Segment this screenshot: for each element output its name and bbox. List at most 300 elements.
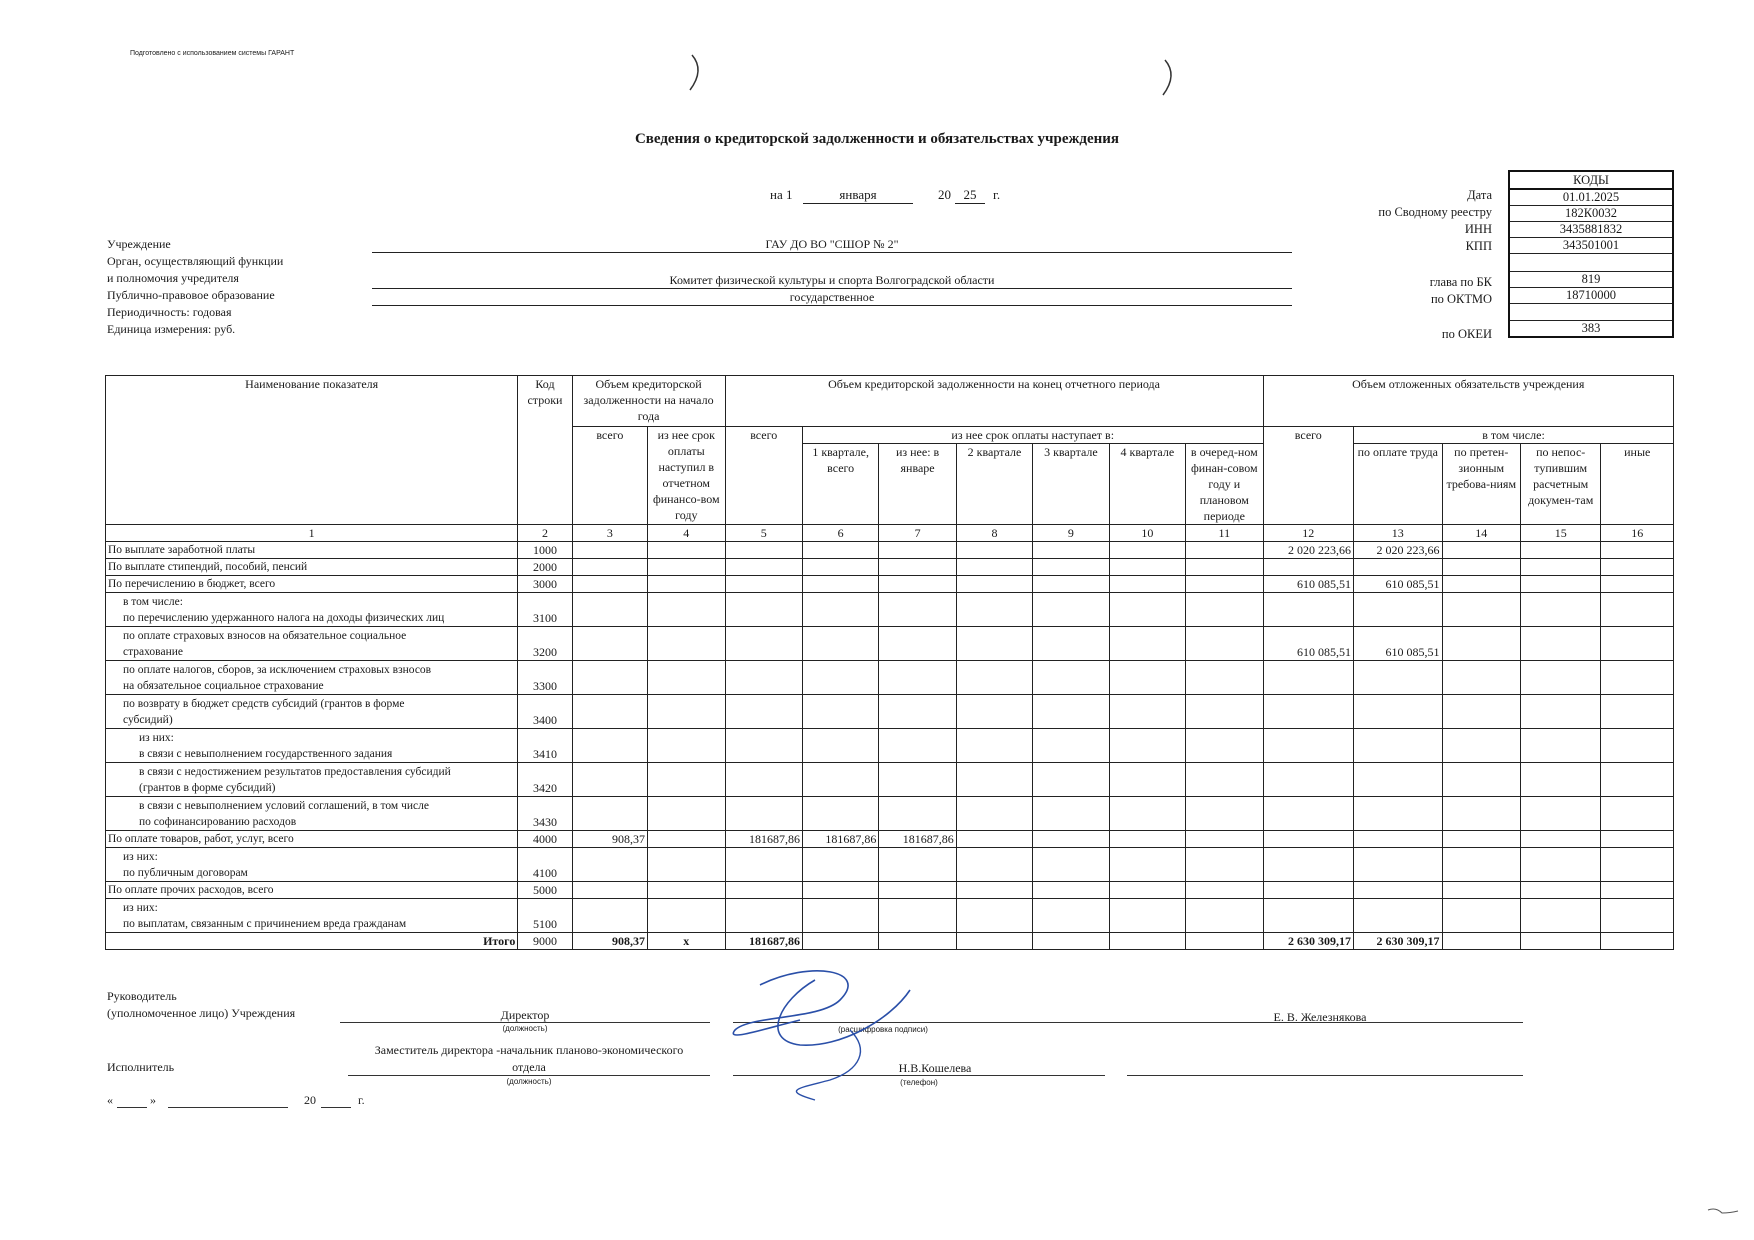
code-oktmo: 18710000 xyxy=(1509,288,1673,304)
row-label xyxy=(106,695,518,729)
header-def-claims: по претен-зионным требова-ниям xyxy=(1442,444,1520,525)
table-cell xyxy=(1601,729,1674,763)
table-cell: 2 630 309,17 xyxy=(1354,933,1443,950)
table-cell xyxy=(1520,559,1600,576)
exec-position-caption: (должность) xyxy=(506,1077,552,1086)
table-cell xyxy=(1263,729,1354,763)
table-cell xyxy=(802,899,878,933)
public-value: государственное xyxy=(372,290,1292,306)
table-cell xyxy=(572,899,647,933)
table-cell xyxy=(1109,695,1185,729)
table-cell: 610 085,51 xyxy=(1263,627,1354,661)
public-label: Публично-правовое образование xyxy=(107,288,275,302)
table-cell xyxy=(956,848,1032,882)
table-cell xyxy=(572,559,647,576)
table-cell xyxy=(648,729,725,763)
code-label-bk: глава по БК xyxy=(1429,275,1492,289)
row-label xyxy=(106,763,518,797)
table-cell xyxy=(1601,848,1674,882)
header-start-overdue: из нее срок оплаты наступил в отчетном финансо-вом году xyxy=(648,427,725,525)
row-label-line-1: в том числе: xyxy=(123,596,183,608)
table-row xyxy=(106,542,1674,559)
table-cell xyxy=(1520,933,1600,950)
row-label xyxy=(106,831,518,848)
table-cell xyxy=(1354,763,1443,797)
table-cell xyxy=(1520,661,1600,695)
table-cell xyxy=(725,661,802,695)
date-day-line xyxy=(117,1107,147,1108)
table-cell xyxy=(1442,695,1520,729)
table-cell xyxy=(1263,831,1354,848)
date-year-prefix: 20 xyxy=(938,187,951,202)
table-cell xyxy=(572,593,647,627)
table-cell: 181687,86 xyxy=(725,933,802,950)
table-cell xyxy=(802,882,878,899)
table-cell xyxy=(802,627,878,661)
table-cell xyxy=(1186,797,1263,831)
table-cell xyxy=(956,797,1032,831)
row-label-line-2: (грантов в форме субсидий) xyxy=(139,782,276,794)
founder-label-2: и полномочия учредителя xyxy=(107,271,239,285)
header-end-sub-group: из нее срок оплаты наступает в: xyxy=(802,427,1263,444)
row-label-line-2: по публичным договорам xyxy=(123,867,248,879)
total-label: Итого xyxy=(106,933,518,950)
codes-header: КОДЫ xyxy=(1509,171,1673,189)
table-cell xyxy=(1442,559,1520,576)
row-code: 3410 xyxy=(518,729,572,763)
table-cell xyxy=(572,882,647,899)
table-cell xyxy=(1601,797,1674,831)
column-number-11: 11 xyxy=(1186,525,1263,542)
table-cell xyxy=(956,627,1032,661)
exec-name: Н.В.Кошелева xyxy=(898,1061,972,1075)
row-code: 3430 xyxy=(518,797,572,831)
table-row xyxy=(106,593,1674,627)
table-cell xyxy=(802,933,878,950)
table-cell xyxy=(1033,695,1109,729)
column-number-14: 14 xyxy=(1442,525,1520,542)
row-label-line-1: По выплате стипендий, пособий, пенсий xyxy=(108,561,308,573)
table-cell xyxy=(1033,848,1109,882)
institution-value: ГАУ ДО ВО "СШОР № 2" xyxy=(372,237,1292,253)
head-label-2: (уполномоченное лицо) Учреждения xyxy=(107,1006,296,1020)
column-number-9: 9 xyxy=(1033,525,1109,542)
top-note: Подготовлено с использованием системы ГАРАНТ xyxy=(130,50,295,57)
table-cell xyxy=(879,899,956,933)
table-cell xyxy=(1109,627,1185,661)
header-def-incl: в том числе: xyxy=(1354,427,1674,444)
column-number-7: 7 xyxy=(879,525,956,542)
table-cell xyxy=(956,661,1032,695)
column-number-5: 5 xyxy=(725,525,802,542)
column-number-15: 15 xyxy=(1520,525,1600,542)
table-cell xyxy=(1263,797,1354,831)
row-label-line-2: по выплатам, связанным с причинением вреда гражданам xyxy=(123,918,407,930)
table-cell xyxy=(1033,576,1109,593)
head-position-line xyxy=(340,1022,710,1023)
row-label xyxy=(106,542,518,559)
column-number-8: 8 xyxy=(956,525,1032,542)
table-cell xyxy=(802,661,878,695)
table-row xyxy=(106,831,1674,848)
table-cell xyxy=(1442,797,1520,831)
table-cell xyxy=(1186,763,1263,797)
table-cell xyxy=(725,627,802,661)
table-cell xyxy=(572,542,647,559)
date-prefix: на 1 xyxy=(770,187,793,202)
head-decoding-caption: (расшифровка подписи) xyxy=(838,1025,928,1034)
table-row xyxy=(106,627,1674,661)
page-title: Сведения о кредиторской задолженности и обязательствах учреждения xyxy=(634,131,1120,147)
table-cell xyxy=(1601,576,1674,593)
column-number-1: 1 xyxy=(106,525,518,542)
table-cell xyxy=(1033,542,1109,559)
row-code: 5000 xyxy=(518,882,572,899)
table-cell xyxy=(648,695,725,729)
table-cell xyxy=(1263,899,1354,933)
table-cell xyxy=(1033,729,1109,763)
header-def-docs: по непос-тупившим расчетным докумен-там xyxy=(1520,444,1600,525)
table-cell xyxy=(1442,661,1520,695)
table-cell xyxy=(1109,729,1185,763)
exec-position-line xyxy=(348,1075,710,1076)
exec-phone-caption: (телефон) xyxy=(900,1078,938,1087)
head-name: Е. В. Железнякова xyxy=(1273,1010,1367,1024)
unit: Единица измерения: руб. xyxy=(107,322,236,336)
table-body xyxy=(106,542,1674,950)
table-cell xyxy=(956,763,1032,797)
date-month: января xyxy=(803,187,913,204)
table-cell xyxy=(725,593,802,627)
date-year-prefix-sig: 20 xyxy=(304,1093,316,1107)
table-cell xyxy=(725,542,802,559)
table-cell xyxy=(879,797,956,831)
column-number-6: 6 xyxy=(802,525,878,542)
header-q4: 4 квартале xyxy=(1109,444,1185,525)
header-q1-total: 1 квартале, всего xyxy=(802,444,878,525)
table-cell xyxy=(1520,576,1600,593)
table-cell xyxy=(1354,661,1443,695)
exec-position-1: Заместитель директора -начальник планово-экономического xyxy=(374,1043,684,1057)
table-cell xyxy=(1442,763,1520,797)
table-cell xyxy=(1033,559,1109,576)
row-code: 3200 xyxy=(518,627,572,661)
table-cell xyxy=(956,933,1032,950)
table-cell xyxy=(879,933,956,950)
code-registry: 182К0032 xyxy=(1509,206,1673,222)
table-cell xyxy=(1033,593,1109,627)
table-cell: 610 085,51 xyxy=(1263,576,1354,593)
table-cell xyxy=(1263,593,1354,627)
table-cell xyxy=(879,729,956,763)
table-cell xyxy=(1186,593,1263,627)
table-cell: 2 630 309,17 xyxy=(1263,933,1354,950)
header-q2: 2 квартале xyxy=(956,444,1032,525)
table-cell: 181687,86 xyxy=(725,831,802,848)
table-cell xyxy=(879,542,956,559)
table-cell xyxy=(1109,542,1185,559)
table-cell xyxy=(1601,627,1674,661)
table-cell xyxy=(1109,899,1185,933)
date-open-quote: « xyxy=(107,1093,113,1107)
table-cell xyxy=(1354,899,1443,933)
table-cell xyxy=(1263,661,1354,695)
row-label-line-1: из них: xyxy=(123,851,158,863)
table-cell xyxy=(1354,848,1443,882)
table-cell xyxy=(1520,848,1600,882)
date-g-sig: г. xyxy=(358,1093,365,1107)
column-numbers-row xyxy=(106,525,1674,542)
row-label-line-1: из них: xyxy=(139,732,174,744)
table-cell xyxy=(572,576,647,593)
table-cell xyxy=(879,661,956,695)
table-cell: 610 085,51 xyxy=(1354,576,1443,593)
header-code: Код строки xyxy=(518,376,572,525)
row-code: 3100 xyxy=(518,593,572,627)
table-cell xyxy=(725,729,802,763)
table-cell xyxy=(1520,627,1600,661)
table-cell xyxy=(1186,542,1263,559)
code-label-date: Дата xyxy=(1467,188,1492,202)
table-cell xyxy=(1033,882,1109,899)
table-cell xyxy=(956,729,1032,763)
table-cell xyxy=(1033,797,1109,831)
period: Периодичность: годовая xyxy=(107,305,232,319)
table-cell xyxy=(1263,559,1354,576)
row-label xyxy=(106,576,518,593)
table-cell xyxy=(1109,559,1185,576)
table-cell xyxy=(1601,933,1674,950)
table-cell xyxy=(1186,882,1263,899)
table-cell xyxy=(725,882,802,899)
table-cell xyxy=(572,695,647,729)
date-close-quote: » xyxy=(150,1093,156,1107)
table-cell xyxy=(648,899,725,933)
table-cell xyxy=(879,627,956,661)
table-cell xyxy=(1520,542,1600,559)
header-start-total: всего xyxy=(572,427,647,525)
table-cell xyxy=(1033,933,1109,950)
table-cell xyxy=(1442,593,1520,627)
row-label-line-1: из них: xyxy=(123,902,158,914)
row-label xyxy=(106,593,518,627)
table-cell xyxy=(956,899,1032,933)
table-cell xyxy=(1601,831,1674,848)
table-cell xyxy=(648,576,725,593)
row-code: 2000 xyxy=(518,559,572,576)
table-cell xyxy=(648,831,725,848)
row-label xyxy=(106,882,518,899)
table-cell: 2 020 223,66 xyxy=(1354,542,1443,559)
table-cell xyxy=(1033,899,1109,933)
table-cell xyxy=(1442,576,1520,593)
table-cell: 181687,86 xyxy=(879,831,956,848)
table-cell xyxy=(1354,695,1443,729)
row-label-line-1: в связи с недостижением результатов предоставления субсидий xyxy=(139,766,451,778)
table-cell xyxy=(648,627,725,661)
table-cell xyxy=(1186,576,1263,593)
header-q1-jan: из нее: в январе xyxy=(879,444,956,525)
table-cell xyxy=(802,729,878,763)
table-cell xyxy=(879,882,956,899)
table-cell xyxy=(1442,627,1520,661)
column-number-16: 16 xyxy=(1601,525,1674,542)
code-date: 01.01.2025 xyxy=(1509,189,1673,206)
table-cell xyxy=(1033,831,1109,848)
row-label xyxy=(106,899,518,933)
column-number-10: 10 xyxy=(1109,525,1185,542)
column-number-4: 4 xyxy=(648,525,725,542)
table-cell xyxy=(1442,882,1520,899)
table-cell xyxy=(879,593,956,627)
header-name: Наименование показателя xyxy=(106,376,518,525)
code-label-inn: ИНН xyxy=(1464,222,1492,236)
table-cell xyxy=(956,882,1032,899)
row-label-line-2: на обязательное социальное страхование xyxy=(123,680,324,692)
table-cell: 908,37 xyxy=(572,933,647,950)
table-cell xyxy=(1033,661,1109,695)
row-label-line-2: по перечислению удержанного налога на доходы физических лиц xyxy=(123,612,445,624)
table-cell xyxy=(879,559,956,576)
table-cell xyxy=(1442,933,1520,950)
table-row xyxy=(106,661,1674,695)
table-cell xyxy=(1109,763,1185,797)
table-cell xyxy=(572,797,647,831)
table-cell xyxy=(1186,559,1263,576)
table-cell xyxy=(1520,831,1600,848)
table-row xyxy=(106,797,1674,831)
table-cell xyxy=(1601,763,1674,797)
table-cell xyxy=(1520,882,1600,899)
table-cell xyxy=(1354,729,1443,763)
table-cell xyxy=(725,763,802,797)
row-label xyxy=(106,661,518,695)
table-row xyxy=(106,848,1674,882)
table-cell: 908,37 xyxy=(572,831,647,848)
table-cell xyxy=(572,848,647,882)
date-g: г. xyxy=(993,187,1001,202)
table-cell xyxy=(879,695,956,729)
table-cell xyxy=(802,763,878,797)
table-cell xyxy=(802,797,878,831)
header-end-total: всего xyxy=(725,427,802,525)
header-deferred-group: Объем отложенных обязательств учреждения xyxy=(1263,376,1673,427)
table-cell xyxy=(1601,559,1674,576)
table-cell xyxy=(956,542,1032,559)
codes-box xyxy=(1508,170,1674,338)
table-cell xyxy=(1442,899,1520,933)
table-cell xyxy=(1263,695,1354,729)
head-position: Директор xyxy=(500,1008,550,1022)
table-cell xyxy=(1601,542,1674,559)
table-cell xyxy=(648,797,725,831)
row-code: 5100 xyxy=(518,899,572,933)
row-label-line-1: в связи с невыполнением условий соглашений, в том числе xyxy=(139,800,429,812)
exec-phone-line xyxy=(1127,1075,1523,1076)
row-label xyxy=(106,627,518,661)
institution-label: Учреждение xyxy=(107,237,171,251)
table-cell xyxy=(1186,729,1263,763)
table-cell xyxy=(1354,882,1443,899)
row-label-line-2: в связи с невыполнением государственного задания xyxy=(139,748,393,760)
code-inn: 3435881832 xyxy=(1509,222,1673,238)
row-label-line-1: По выплате заработной платы xyxy=(108,544,256,556)
founder-value: Комитет физической культуры и спорта Волгоградской области xyxy=(372,273,1292,289)
table-row xyxy=(106,729,1674,763)
row-label-line-1: по оплате страховых взносов на обязательное социальное xyxy=(123,630,407,642)
table-cell xyxy=(956,695,1032,729)
table-row xyxy=(106,695,1674,729)
table-cell xyxy=(1033,627,1109,661)
table-cell xyxy=(1354,797,1443,831)
row-label-line-2: субсидий) xyxy=(123,714,173,726)
table-cell xyxy=(1109,797,1185,831)
table-cell xyxy=(1442,729,1520,763)
table-cell xyxy=(1186,695,1263,729)
table-cell xyxy=(1520,593,1600,627)
table-cell xyxy=(1263,763,1354,797)
row-label-line-1: По оплате прочих расходов, всего xyxy=(108,884,274,896)
table-cell xyxy=(1109,933,1185,950)
row-label-line-2: страхование xyxy=(123,646,183,658)
table-cell xyxy=(1109,848,1185,882)
table-cell xyxy=(725,559,802,576)
row-code: 3420 xyxy=(518,763,572,797)
table-cell xyxy=(1520,729,1600,763)
table-row xyxy=(106,882,1674,899)
code-label-registry: по Сводному реестру xyxy=(1378,205,1492,219)
header-next: в очеред-ном финан-совом году и плановом периоде xyxy=(1186,444,1263,525)
table-cell xyxy=(1186,848,1263,882)
table-cell xyxy=(1520,763,1600,797)
table-cell xyxy=(1109,593,1185,627)
table-cell xyxy=(1442,848,1520,882)
date-year-suffix: 25 xyxy=(955,187,985,204)
code-bk: 819 xyxy=(1509,272,1673,288)
table-cell xyxy=(1186,831,1263,848)
row-code: 3300 xyxy=(518,661,572,695)
table-cell xyxy=(1601,882,1674,899)
table-cell xyxy=(1186,899,1263,933)
table-cell xyxy=(648,848,725,882)
table-cell xyxy=(725,848,802,882)
table-cell xyxy=(879,848,956,882)
table-cell xyxy=(1033,763,1109,797)
row-label xyxy=(106,559,518,576)
table-cell xyxy=(1186,933,1263,950)
exec-position-2: отдела xyxy=(512,1060,546,1074)
table-cell xyxy=(1520,797,1600,831)
column-number-12: 12 xyxy=(1263,525,1354,542)
table-cell xyxy=(572,661,647,695)
header-def-wages: по оплате труда xyxy=(1354,444,1443,525)
table-cell xyxy=(648,542,725,559)
table-cell xyxy=(1263,882,1354,899)
table-row xyxy=(106,899,1674,933)
table-cell xyxy=(802,848,878,882)
table-row xyxy=(106,576,1674,593)
header-def-other: иные xyxy=(1601,444,1674,525)
row-code: 3400 xyxy=(518,695,572,729)
code-empty-1 xyxy=(1509,254,1673,272)
row-label xyxy=(106,848,518,882)
row-label xyxy=(106,729,518,763)
table-cell xyxy=(572,763,647,797)
table-cell: 2 020 223,66 xyxy=(1263,542,1354,559)
table-cell xyxy=(1109,831,1185,848)
table-cell xyxy=(1109,661,1185,695)
table-cell xyxy=(1520,899,1600,933)
